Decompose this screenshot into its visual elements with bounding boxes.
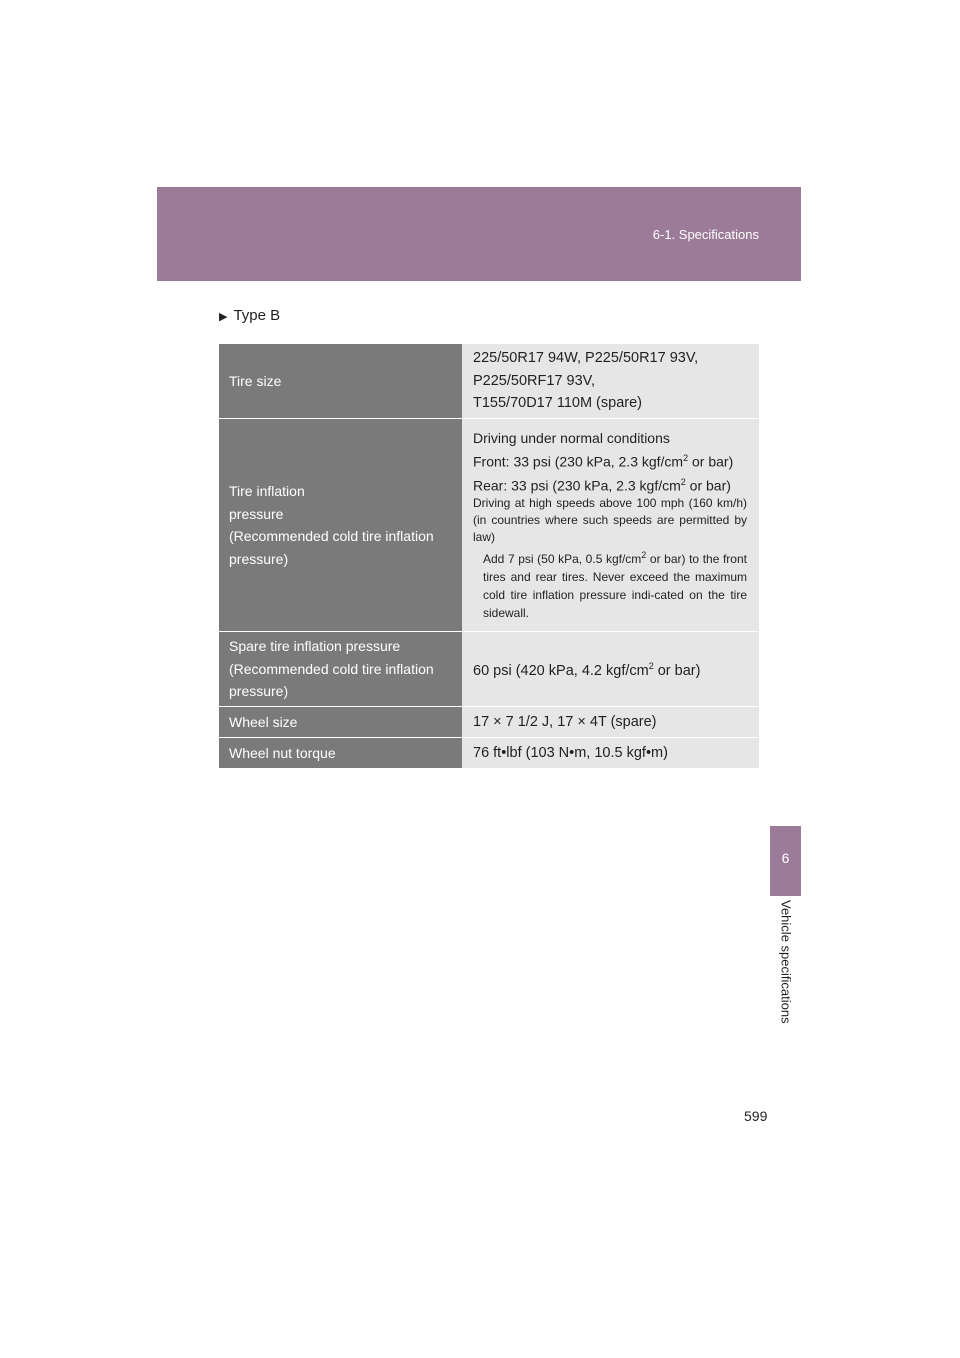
high-speed-note-text: Add 7 psi (50 kPa, 0.5 kgf/cm bbox=[483, 552, 642, 567]
high-speed-note-rest: or bar) to the front tires and rear tires. Never exceed the maximum cold tire inflation pressure indi-cated on the tire sidewall. bbox=[483, 552, 747, 621]
spare-label-line: (Recommended cold tire inflation bbox=[229, 660, 434, 677]
superscript: 2 bbox=[683, 452, 689, 463]
tire-size-line: P225/50RF17 93V, bbox=[473, 372, 596, 389]
tire-size-label: Tire size bbox=[219, 344, 462, 419]
chapter-label-text: Vehicle specifications bbox=[778, 900, 794, 1024]
spare-label-line: pressure) bbox=[229, 683, 289, 700]
normal-conditions-heading: Driving under normal conditions bbox=[473, 429, 670, 446]
inflation-label-line: pressure bbox=[229, 505, 284, 522]
tire-size-line: 225/50R17 94W, P225/50R17 93V, bbox=[473, 350, 699, 367]
table-row bbox=[219, 632, 759, 707]
page-number: 599 bbox=[744, 1108, 768, 1124]
inflation-label-line: (Recommended cold tire inflation bbox=[229, 528, 434, 544]
wheel-size-value: 17 × 7 1/2 J, 17 × 4T (spare) bbox=[462, 707, 759, 738]
table-row bbox=[219, 419, 759, 632]
superscript: 2 bbox=[641, 550, 647, 561]
spare-label-line: Spare tire inflation pressure bbox=[229, 638, 401, 655]
tire-size-value bbox=[462, 344, 759, 419]
chapter-tab[interactable] bbox=[770, 826, 801, 896]
section-title: 6-1. Specifications bbox=[652, 227, 759, 242]
inflation-label bbox=[219, 419, 462, 632]
chapter-label bbox=[777, 900, 795, 1050]
spare-pressure-label bbox=[219, 632, 462, 707]
nut-torque-label: Wheel nut torque bbox=[219, 738, 462, 769]
table-row bbox=[219, 707, 759, 738]
nut-torque-value: 76 ft•lbf (103 N•m, 10.5 kgf•m) bbox=[462, 738, 759, 769]
type-heading bbox=[219, 307, 280, 324]
rear-pressure-unit: or bar) bbox=[685, 477, 731, 494]
type-heading-text: Type B bbox=[233, 307, 281, 324]
high-speed-heading: Driving at high speeds above 100 mph (160 km/h) (in countries where such speeds are permitted by law) bbox=[473, 496, 747, 545]
inflation-value bbox=[462, 419, 759, 632]
rear-pressure-text: Rear: 33 psi (230 kPa, 2.3 kgf/cm bbox=[473, 477, 681, 494]
front-pressure-unit: or bar) bbox=[688, 453, 734, 470]
front-pressure bbox=[473, 448, 747, 472]
wheel-size-label: Wheel size bbox=[219, 707, 462, 738]
superscript: 2 bbox=[680, 476, 686, 487]
superscript: 2 bbox=[648, 661, 654, 672]
spare-pressure-value bbox=[462, 632, 759, 707]
front-pressure-text: Front: 33 psi (230 kPa, 2.3 kgf/cm bbox=[473, 453, 684, 470]
chapter-number: 6 bbox=[781, 850, 790, 866]
header-band bbox=[157, 187, 801, 281]
spare-pressure-text: 60 psi (420 kPa, 4.2 kgf/cm bbox=[473, 663, 649, 680]
triangle-bullet-icon: ▶ bbox=[219, 311, 228, 323]
rear-pressure bbox=[473, 472, 747, 496]
high-speed-note bbox=[473, 546, 747, 622]
inflation-label-line: Tire inflation bbox=[229, 483, 305, 499]
inflation-label-line: pressure) bbox=[229, 550, 289, 567]
table-row bbox=[219, 344, 759, 419]
tire-size-line: T155/70D17 110M (spare) bbox=[473, 395, 642, 412]
table-row bbox=[219, 738, 759, 769]
spare-pressure-unit: or bar) bbox=[653, 663, 701, 680]
tire-spec-table bbox=[219, 344, 759, 769]
